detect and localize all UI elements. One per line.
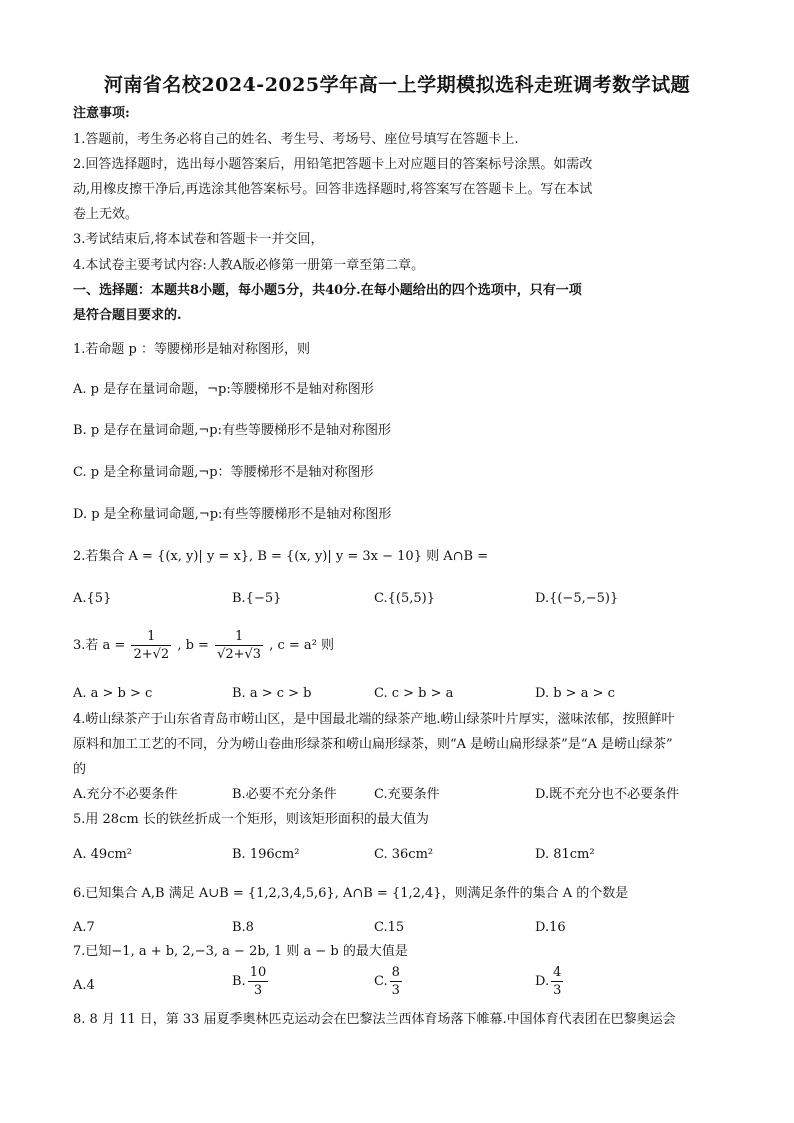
notice-line-4: 卷上无效。 [73,207,139,222]
q1-option-c: C. p 是全称量词命题,¬p：等腰梯形不是轴对称图形 [73,465,374,480]
q5-option-d: D. 81cm² [535,847,595,862]
q7-option-d [535,964,565,1000]
q5-stem: 5.用 28cm 长的铁丝折成一个矩形，则该矩形面积的最大值为 [73,812,429,827]
notice-line-3: 动,用橡皮擦干净后,再选涂其他答案标号。回答非选择题时,将答案写在答题卡上。写在本试 [73,182,593,197]
q7-option-c [374,964,404,1000]
q7-option-b [232,964,270,1000]
q4-option-a: A.充分不必要条件 [73,787,178,802]
q7-option-d-fraction [551,964,563,999]
q4-line-3: 的 [73,762,87,777]
q8-line-1: 8. 8 月 11 日，第 33 届夏季奥林匹克运动会在巴黎法兰西体育场落下帷幕.中国体育代表团在巴黎奥运会 [73,1012,676,1027]
q7-option-d-label: D. [535,974,550,989]
q2-option-d: D.{(−5,−5)} [535,591,619,606]
q6-stem: 6.已知集合 A,B 满足 A∪B = {1,2,3,4,5,6}, A∩B = {1,2,4}，则满足条件的集合 A 的个数是 [73,886,629,901]
q5-option-c: C. 36cm² [374,847,434,862]
q7-option-c-label: C. [374,974,388,989]
q3-fraction-b-denominator: √2+√3 [217,647,262,662]
q7-option-c-denominator: 3 [391,983,400,998]
section-heading-line-2: 是符合题目要求的. [73,308,182,323]
q3-fraction-a-denominator: 2+√2 [133,647,170,662]
q7-option-d-denominator: 3 [553,983,562,998]
q1-option-d: D. p 是全称量词命题,¬p:有些等腰梯形不是轴对称图形 [73,507,392,522]
q2-option-a: A.{5} [73,591,112,606]
notice-line-2: 2.回答选择题时，选出每小题答案后，用铅笔把答题卡上对应题目的答案标号涂黑。如需改 [73,157,593,172]
q7-option-a: A.4 [73,978,95,993]
q3-lead: 3.若 a = [73,638,126,653]
exam-title: 河南省名校2024-2025学年高一上学期模拟选科走班调考数学试题 [103,74,691,96]
q4-option-d: D.既不充分也不必要条件 [535,787,680,802]
notice-line-1: 1.答题前，考生务必将自己的姓名、考生号、考场号、座位号填写在答题卡上. [73,132,519,147]
q3-fraction-b [215,628,263,663]
q7-option-c-numerator: 8 [391,965,400,980]
q2-option-c: C.{(5,5)} [374,591,435,606]
q3-option-a: A. a > b > c [73,686,153,701]
q3-option-c: C. c > b > a [374,686,454,701]
q4-line-1: 4.崂山绿茶产于山东省青岛市崂山区，是中国最北端的绿茶产地.崂山绿茶叶片厚实，滋味浓郁，按照鲜叶 [73,712,675,727]
q3-option-b: B. a > c > b [232,686,312,701]
q3-fraction-a [131,628,171,663]
q3-option-d: D. b > a > c [535,686,615,701]
q5-option-a: A. 49cm² [73,847,133,862]
q4-option-c: C.充要条件 [374,787,440,802]
q7-option-b-label: B. [232,974,246,989]
q3-mid: , b = [177,638,209,653]
q3-fraction-a-numerator: 1 [131,628,171,646]
q3-fraction-b-numerator: 1 [215,628,263,646]
notice-heading: 注意事项: [73,106,130,121]
q4-option-b: B.必要不充分条件 [232,787,337,802]
q7-option-c-fraction [390,964,402,999]
notice-line-6: 4.本试卷主要考试内容:人教A版必修第一册第一章至第二章。 [73,258,425,273]
q5-option-b: B. 196cm² [232,847,300,862]
q1-option-a: A. p 是存在量词命题，¬p:等腰梯形不是轴对称图形 [73,382,374,397]
q7-option-b-numerator: 10 [249,965,267,980]
q7-stem: 7.已知−1, a + b, 2,−3, a − 2b, 1 则 a − b 的最大值是 [73,944,408,959]
q7-option-b-fraction [248,964,269,999]
q7-option-d-numerator: 4 [553,965,562,980]
notice-line-5: 3.考试结束后,将本试卷和答题卡一并交回， [73,232,324,247]
q3-tail: , c = a² 则 [269,638,335,653]
q2-option-b: B.{−5} [232,591,282,606]
q7-option-b-denominator: 3 [253,983,263,998]
q1-stem: 1.若命题 p ：等腰梯形是轴对称图形，则 [73,342,310,357]
q6-option-b: B.8 [232,920,254,935]
q6-option-d: D.16 [535,920,566,935]
section-heading-line-1: 一、选择题：本题共8小题，每小题5分，共40分.在每小题给出的四个选项中，只有一项 [73,283,582,298]
q6-option-a: A.7 [73,920,95,935]
q2-stem: 2.若集合 A = {(x, y)| y = x}, B = {(x, y)| y = 3x − 10} 则 A∩B = [73,549,489,564]
q6-option-c: C.15 [374,920,405,935]
q3-stem [73,628,334,664]
q1-option-b: B. p 是存在量词命题,¬p:有些等腰梯形不是轴对称图形 [73,423,391,438]
q4-line-2: 原料和加工工艺的不同，分为崂山卷曲形绿茶和崂山扁形绿茶，则“A 是崂山扁形绿茶”是“A 是崂山绿茶” [73,737,673,752]
